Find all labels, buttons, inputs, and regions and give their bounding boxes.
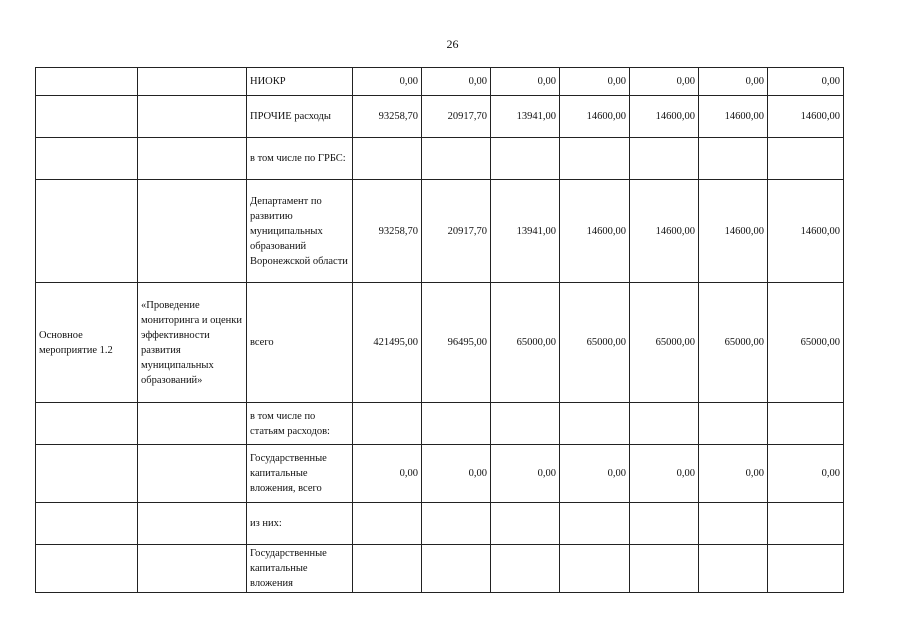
amount-cell <box>560 138 630 180</box>
amount-cell: 14600,00 <box>560 96 630 138</box>
table-row <box>36 403 844 445</box>
name-cell <box>138 403 247 445</box>
amount-cell <box>630 138 699 180</box>
expense-type-cell: всего <box>247 283 353 403</box>
expense-type-cell: в том числе по ГРБС: <box>247 138 353 180</box>
amount-cell: 96495,00 <box>422 283 491 403</box>
expense-type-cell: Государственные капитальные вложения <box>247 545 353 593</box>
amount-cell: 65000,00 <box>491 283 560 403</box>
amount-cell: 13941,00 <box>491 96 560 138</box>
amount-cell <box>768 503 844 545</box>
expense-type-cell: НИОКР <box>247 68 353 96</box>
amount-cell: 0,00 <box>699 68 768 96</box>
amount-cell <box>353 503 422 545</box>
name-cell <box>138 503 247 545</box>
amount-cell: 93258,70 <box>353 180 422 283</box>
expense-type-cell: из них: <box>247 503 353 545</box>
name-cell <box>138 96 247 138</box>
event-cell <box>36 545 138 593</box>
amount-cell: 14600,00 <box>630 180 699 283</box>
name-cell <box>138 545 247 593</box>
amount-cell <box>768 138 844 180</box>
amount-cell: 0,00 <box>353 445 422 503</box>
amount-cell: 13941,00 <box>491 180 560 283</box>
amount-cell <box>768 403 844 445</box>
amount-cell: 0,00 <box>630 445 699 503</box>
name-cell <box>138 445 247 503</box>
amount-cell: 421495,00 <box>353 283 422 403</box>
event-cell <box>36 403 138 445</box>
amount-cell: 14600,00 <box>630 96 699 138</box>
expense-type-cell: Государственные капитальные вложения, всего <box>247 445 353 503</box>
amount-cell: 65000,00 <box>560 283 630 403</box>
amount-cell: 0,00 <box>491 445 560 503</box>
amount-cell <box>560 545 630 593</box>
amount-cell <box>699 403 768 445</box>
amount-cell <box>630 545 699 593</box>
amount-cell: 14600,00 <box>768 180 844 283</box>
name-cell <box>138 138 247 180</box>
expense-type-cell: в том числе по статьям расходов: <box>247 403 353 445</box>
amount-cell: 14600,00 <box>699 180 768 283</box>
amount-cell: 20917,70 <box>422 180 491 283</box>
event-cell <box>36 68 138 96</box>
event-cell <box>36 445 138 503</box>
amount-cell <box>630 503 699 545</box>
event-cell <box>36 138 138 180</box>
amount-cell <box>422 403 491 445</box>
amount-cell: 0,00 <box>699 445 768 503</box>
table-row <box>36 445 844 503</box>
event-cell <box>36 180 138 283</box>
amount-cell: 0,00 <box>560 445 630 503</box>
page-number: 26 <box>446 37 459 51</box>
table-row <box>36 138 844 180</box>
name-cell <box>138 180 247 283</box>
table-row <box>36 180 844 283</box>
amount-cell <box>699 503 768 545</box>
amount-cell: 14600,00 <box>699 96 768 138</box>
amount-cell: 0,00 <box>422 68 491 96</box>
event-cell <box>36 503 138 545</box>
table-row <box>36 96 844 138</box>
amount-cell <box>353 545 422 593</box>
amount-cell: 0,00 <box>768 445 844 503</box>
amount-cell <box>630 403 699 445</box>
amount-cell <box>491 545 560 593</box>
amount-cell <box>699 545 768 593</box>
amount-cell: 14600,00 <box>560 180 630 283</box>
expense-type-cell: ПРОЧИЕ расходы <box>247 96 353 138</box>
amount-cell <box>353 403 422 445</box>
table-row <box>36 283 844 403</box>
amount-cell <box>491 503 560 545</box>
amount-cell: 20917,70 <box>422 96 491 138</box>
amount-cell: 65000,00 <box>630 283 699 403</box>
amount-cell: 0,00 <box>560 68 630 96</box>
event-cell: Основное мероприятие 1.2 <box>36 283 138 403</box>
name-cell <box>138 68 247 96</box>
amount-cell: 14600,00 <box>768 96 844 138</box>
amount-cell <box>422 138 491 180</box>
amount-cell: 65000,00 <box>768 283 844 403</box>
amount-cell <box>491 403 560 445</box>
table-row <box>36 503 844 545</box>
amount-cell: 0,00 <box>422 445 491 503</box>
amount-cell: 0,00 <box>353 68 422 96</box>
event-cell <box>36 96 138 138</box>
amount-cell: 65000,00 <box>699 283 768 403</box>
expense-type-cell: Департамент по развитию муниципальных образований Воронежской области <box>247 180 353 283</box>
amount-cell <box>768 545 844 593</box>
amount-cell: 0,00 <box>491 68 560 96</box>
amount-cell <box>699 138 768 180</box>
amount-cell <box>422 503 491 545</box>
amount-cell: 93258,70 <box>353 96 422 138</box>
amount-cell: 0,00 <box>768 68 844 96</box>
amount-cell <box>422 545 491 593</box>
table-body <box>36 68 844 593</box>
table-row <box>36 68 844 96</box>
amount-cell: 0,00 <box>630 68 699 96</box>
amount-cell <box>353 138 422 180</box>
amount-cell <box>491 138 560 180</box>
amount-cell <box>560 503 630 545</box>
name-cell: «Проведение мониторинга и оценки эффективности развития муниципальных образований» <box>138 283 247 403</box>
table-row <box>36 545 844 593</box>
budget-table <box>35 67 844 593</box>
amount-cell <box>560 403 630 445</box>
